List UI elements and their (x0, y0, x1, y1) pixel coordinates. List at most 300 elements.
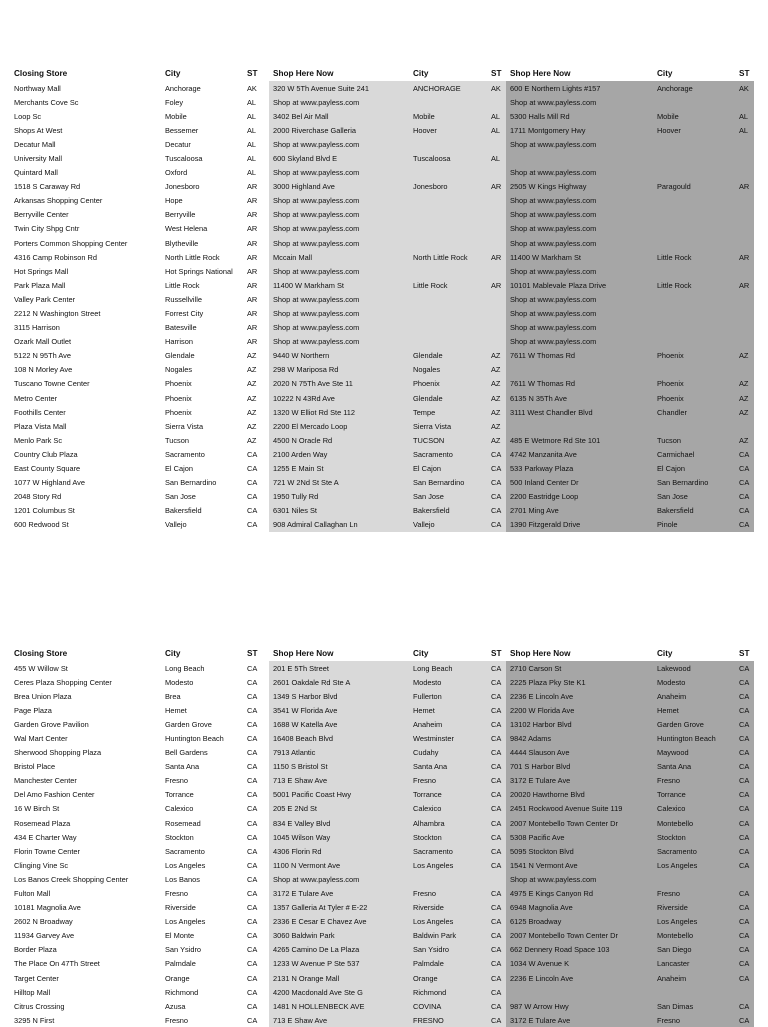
closing-store-cell: 1077 W Highland Ave (14, 478, 85, 488)
alternate-state-cell (735, 194, 754, 208)
table-row (10, 123, 754, 137)
table-row (10, 391, 754, 405)
alternate-store-cell: 701 S Harbor Blvd (506, 760, 653, 774)
shop-state-cell: CA (487, 858, 506, 872)
shop-state-cell: AZ (487, 391, 506, 405)
city-cell: Riverside (165, 903, 196, 913)
alternate-store-cell: 3172 E Tulare Ave (506, 774, 653, 788)
shop-city-cell (409, 292, 487, 306)
city-cell: Bakersfield (165, 506, 202, 516)
alternate-store-cell: Shop at www.payless.com (506, 335, 653, 349)
alternate-store-cell: Shop at www.payless.com (506, 292, 653, 306)
city-cell: Brea (165, 691, 181, 701)
alternate-city-cell: Mobile (653, 109, 735, 123)
alternate-store-cell (506, 151, 653, 165)
alternate-state-cell: CA (735, 661, 754, 675)
shop-city-cell (409, 208, 487, 222)
table-row (10, 250, 754, 264)
shop-city-cell: Riverside (409, 901, 487, 915)
state-cell: AL (247, 111, 257, 121)
city-cell: Calexico (165, 804, 194, 814)
table-row (10, 166, 754, 180)
shop-here-cell: 6301 Niles St (269, 504, 409, 518)
table-body (10, 81, 754, 532)
alternate-state-cell: CA (735, 504, 754, 518)
alternate-state-cell (735, 208, 754, 222)
alternate-state-cell (735, 137, 754, 151)
shop-city-cell: Baldwin Park (409, 929, 487, 943)
closing-store-cell: University Mall (14, 153, 63, 163)
alternate-state-cell: CA (735, 788, 754, 802)
alternate-city-cell (653, 151, 735, 165)
shop-state-cell (487, 236, 506, 250)
shop-state-cell (487, 307, 506, 321)
shop-state-cell: AZ (487, 419, 506, 433)
city-cell: Los Angeles (165, 860, 206, 870)
alternate-city-cell: Sacramento (653, 844, 735, 858)
shop-here-cell: 1349 S Harbor Blvd (269, 689, 409, 703)
table-row (10, 802, 754, 816)
alternate-city-cell: Anaheim (653, 689, 735, 703)
table-row (10, 788, 754, 802)
alternate-state-cell (735, 151, 754, 165)
header-shop-here-now: Shop Here Now (269, 66, 409, 81)
table-row (10, 447, 754, 461)
table-row (10, 957, 754, 971)
shop-here-cell: 1320 W Elliot Rd Ste 112 (269, 405, 409, 419)
shop-state-cell: CA (487, 490, 506, 504)
shop-city-cell: San Jose (409, 490, 487, 504)
table-row (10, 999, 754, 1013)
shop-city-cell (409, 166, 487, 180)
alternate-city-cell (653, 264, 735, 278)
alternate-store-cell: Shop at www.payless.com (506, 208, 653, 222)
closing-store-cell: 11934 Garvey Ave (14, 931, 75, 941)
header-shop-here-now: Shop Here Now (269, 646, 409, 661)
alternate-store-cell: 2200 Eastridge Loop (506, 490, 653, 504)
state-cell: AR (247, 266, 258, 276)
alternate-city-cell: Fresno (653, 1013, 735, 1027)
city-cell: Garden Grove (165, 719, 212, 729)
shop-here-cell: 205 E 2Nd St (269, 802, 409, 816)
state-cell: CA (247, 464, 258, 474)
alternate-city-cell: San Bernardino (653, 476, 735, 490)
alternate-store-cell: 20020 Hawthorne Blvd (506, 788, 653, 802)
shop-here-cell: 7913 Atlantic (269, 746, 409, 760)
alternate-city-cell: Anaheim (653, 971, 735, 985)
alternate-city-cell: Tucson (653, 433, 735, 447)
state-cell: AR (247, 210, 258, 220)
closing-store-cell: 1201 Columbus St (14, 506, 75, 516)
table-row (10, 661, 754, 675)
state-cell: CA (247, 832, 258, 842)
shop-state-cell: AL (487, 151, 506, 165)
alternate-state-cell: CA (735, 971, 754, 985)
table-row (10, 278, 754, 292)
city-cell: Stockton (165, 832, 194, 842)
city-cell: Richmond (165, 987, 199, 997)
city-cell: Nogales (165, 365, 193, 375)
shop-here-cell: 10222 N 43Rd Ave (269, 391, 409, 405)
shop-state-cell (487, 222, 506, 236)
state-cell: AR (247, 280, 258, 290)
alternate-store-cell: 2701 Ming Ave (506, 504, 653, 518)
alternate-store-cell: Shop at www.payless.com (506, 307, 653, 321)
alternate-store-cell: 485 E Wetmore Rd Ste 101 (506, 433, 653, 447)
alternate-state-cell (735, 321, 754, 335)
city-cell: San Ysidro (165, 945, 202, 955)
closing-store-cell: Rosemead Plaza (14, 818, 71, 828)
shop-here-cell: 2336 E Cesar E Chavez Ave (269, 915, 409, 929)
table-row (10, 689, 754, 703)
shop-here-cell: 4500 N Oracle Rd (269, 433, 409, 447)
city-cell: Fresno (165, 889, 189, 898)
alternate-store-cell: 533 Parkway Plaza (506, 462, 653, 476)
state-cell: CA (247, 846, 258, 856)
closing-store-cell: 1518 S Caraway Rd (14, 182, 81, 192)
state-cell: CA (247, 874, 258, 884)
alternate-state-cell: CA (735, 929, 754, 943)
shop-city-cell: Calexico (409, 802, 487, 816)
state-cell: CA (247, 492, 258, 502)
closing-store-cell: Citrus Crossing (14, 1001, 65, 1011)
shop-state-cell: CA (487, 447, 506, 461)
table-row (10, 929, 754, 943)
shop-city-cell: Nogales (409, 363, 487, 377)
shop-here-cell: Shop at www.payless.com (269, 307, 409, 321)
shop-here-cell: 16408 Beach Blvd (269, 731, 409, 745)
alternate-store-cell: 7611 W Thomas Rd (506, 377, 653, 391)
table-row (10, 703, 754, 717)
shop-state-cell: AZ (487, 377, 506, 391)
table-row (10, 264, 754, 278)
state-cell: CA (247, 889, 258, 898)
shop-state-cell: CA (487, 929, 506, 943)
state-cell: CA (247, 818, 258, 828)
header-closing-store: Closing Store (14, 68, 68, 78)
alternate-city-cell (653, 419, 735, 433)
state-cell: AL (247, 168, 257, 178)
city-cell: Phoenix (165, 393, 192, 403)
alternate-store-cell: 9842 Adams (506, 731, 653, 745)
alternate-city-cell: Fresno (653, 774, 735, 788)
closing-store-cell: Border Plaza (14, 945, 57, 955)
closing-store-cell: Decatur Mall (14, 139, 56, 149)
alternate-city-cell: Lancaster (653, 957, 735, 971)
alternate-state-cell: AZ (735, 377, 754, 391)
city-cell: West Helena (165, 224, 208, 234)
shop-here-cell: 3541 W Florida Ave (269, 703, 409, 717)
shop-state-cell: CA (487, 901, 506, 915)
city-cell: Fresno (165, 776, 189, 786)
city-cell: Phoenix (165, 379, 192, 389)
shop-state-cell: CA (487, 830, 506, 844)
state-cell: CA (247, 449, 258, 459)
alternate-city-cell: El Cajon (653, 462, 735, 476)
header-shop-state: ST (487, 66, 506, 81)
closing-store-cell: Foothills Center (14, 407, 66, 417)
shop-city-cell: Santa Ana (409, 760, 487, 774)
alternate-city-cell: San Diego (653, 943, 735, 957)
closing-store-cell: Sherwood Shopping Plaza (14, 748, 102, 758)
shop-state-cell (487, 95, 506, 109)
alternate-city-cell: Little Rock (653, 278, 735, 292)
shop-city-cell: COVINA (409, 999, 487, 1013)
alternate-city-cell (653, 307, 735, 321)
alternate-city-cell (653, 363, 735, 377)
alternate-state-cell: CA (735, 844, 754, 858)
alternate-store-cell: 4742 Manzanita Ave (506, 447, 653, 461)
shop-city-cell: Los Angeles (409, 915, 487, 929)
closing-store-cell: 600 Redwood St (14, 520, 69, 530)
alternate-state-cell: AZ (735, 391, 754, 405)
closing-store-cell: Northway Mall (14, 83, 61, 93)
alternate-store-cell: 2236 E Lincoln Ave (506, 689, 653, 703)
shop-here-cell: Shop at www.payless.com (269, 222, 409, 236)
shop-here-cell: Shop at www.payless.com (269, 166, 409, 180)
state-cell: CA (247, 663, 258, 673)
table-row (10, 194, 754, 208)
alternate-state-cell: CA (735, 858, 754, 872)
state-cell: CA (247, 790, 258, 800)
shop-here-cell: Shop at www.payless.com (269, 872, 409, 886)
closing-store-cell: East County Square (14, 464, 81, 474)
alternate-city-cell: Maywood (653, 746, 735, 760)
shop-state-cell: CA (487, 661, 506, 675)
alternate-city-cell (653, 194, 735, 208)
shop-here-cell: 4306 Florin Rd (269, 844, 409, 858)
header-alternate-state: ST (735, 66, 754, 81)
shop-city-cell: Modesto (409, 675, 487, 689)
city-cell: Russellville (165, 294, 202, 304)
closing-store-cell: Florin Towne Center (14, 846, 80, 856)
table-header-row (10, 66, 754, 81)
shop-city-cell: Vallejo (409, 518, 487, 532)
alternate-state-cell (735, 264, 754, 278)
city-cell: Anchorage (165, 83, 201, 93)
alternate-store-cell: 2225 Plaza Pky Ste K1 (506, 675, 653, 689)
closing-store-cell: The Place On 47Th Street (14, 959, 100, 969)
closing-store-cell: Ozark Mall Outlet (14, 337, 72, 347)
state-cell: AR (247, 224, 258, 234)
alternate-store-cell: 6135 N 35Th Ave (506, 391, 653, 405)
closing-store-cell: 16 W Birch St (14, 804, 60, 814)
shop-state-cell: CA (487, 915, 506, 929)
table-row (10, 81, 754, 95)
alternate-store-cell: Shop at www.payless.com (506, 264, 653, 278)
table-row (10, 236, 754, 250)
shop-state-cell: CA (487, 703, 506, 717)
alternate-store-cell: 987 W Arrow Hwy (506, 999, 653, 1013)
table-row (10, 490, 754, 504)
alternate-state-cell: CA (735, 675, 754, 689)
city-cell: Rosemead (165, 818, 201, 828)
alternate-city-cell: Carmichael (653, 447, 735, 461)
state-cell: CA (247, 945, 258, 955)
alternate-state-cell: AZ (735, 349, 754, 363)
shop-state-cell (487, 166, 506, 180)
closing-store-cell: 3295 N First (14, 1015, 55, 1025)
store-closing-table-2 (10, 646, 754, 1027)
table-row (10, 915, 754, 929)
shop-here-cell: 1233 W Avenue P Ste 537 (269, 957, 409, 971)
alternate-state-cell (735, 335, 754, 349)
shop-state-cell: AK (487, 81, 506, 95)
shop-city-cell (409, 95, 487, 109)
alternate-store-cell: 662 Dennery Road Space 103 (506, 943, 653, 957)
shop-city-cell: San Ysidro (409, 943, 487, 957)
table-row (10, 208, 754, 222)
shop-here-cell: 2020 N 75Th Ave Ste 11 (269, 377, 409, 391)
shop-city-cell: Fresno (409, 887, 487, 901)
closing-store-cell: 2212 N Washington Street (14, 309, 101, 318)
shop-state-cell: CA (487, 746, 506, 760)
alternate-store-cell: 2007 Montebello Town Center Dr (506, 929, 653, 943)
header-alternate-state: ST (735, 646, 754, 661)
alternate-store-cell: 1390 Fitzgerald Drive (506, 518, 653, 532)
header-alternate-city: City (653, 66, 735, 81)
alternate-state-cell (735, 985, 754, 999)
closing-store-cell: 434 E Charter Way (14, 832, 77, 842)
shop-city-cell (409, 307, 487, 321)
shop-here-cell: 3060 Baldwin Park (269, 929, 409, 943)
alternate-store-cell: 1711 Montgomery Hwy (506, 123, 653, 137)
shop-here-cell: 5001 Pacific Coast Hwy (269, 788, 409, 802)
city-cell: El Cajon (165, 464, 193, 474)
closing-store-cell: Bristol Place (14, 762, 56, 772)
shop-state-cell: CA (487, 760, 506, 774)
city-cell: San Jose (165, 492, 196, 502)
shop-state-cell: CA (487, 518, 506, 532)
shop-state-cell: CA (487, 675, 506, 689)
state-cell: AZ (247, 435, 257, 445)
table-row (10, 95, 754, 109)
state-cell: AR (247, 294, 258, 304)
alternate-state-cell: CA (735, 490, 754, 504)
shop-here-cell: Shop at www.payless.com (269, 194, 409, 208)
alternate-store-cell: 2236 E Lincoln Ave (506, 971, 653, 985)
alternate-state-cell: CA (735, 731, 754, 745)
alternate-store-cell: 6948 Magnolia Ave (506, 901, 653, 915)
shop-here-cell: 4265 Camino De La Plaza (269, 943, 409, 957)
header-city: City (165, 648, 181, 658)
table-row (10, 717, 754, 731)
shop-here-cell: Shop at www.payless.com (269, 208, 409, 222)
alternate-state-cell: CA (735, 999, 754, 1013)
city-cell: Forrest City (165, 309, 204, 318)
alternate-state-cell: CA (735, 802, 754, 816)
alternate-city-cell: Phoenix (653, 391, 735, 405)
header-city: City (165, 68, 181, 78)
shop-here-cell: 600 Skyland Blvd E (269, 151, 409, 165)
alternate-city-cell: Phoenix (653, 377, 735, 391)
alternate-state-cell: AL (735, 123, 754, 137)
alternate-store-cell: 5308 Pacific Ave (506, 830, 653, 844)
shop-state-cell: AL (487, 109, 506, 123)
alternate-store-cell (506, 363, 653, 377)
shop-city-cell: Torrance (409, 788, 487, 802)
alternate-state-cell (735, 222, 754, 236)
alternate-state-cell (735, 166, 754, 180)
shop-state-cell: AR (487, 278, 506, 292)
alternate-store-cell (506, 419, 653, 433)
shop-state-cell: CA (487, 476, 506, 490)
closing-store-cell: Tuscano Towne Center (14, 379, 90, 389)
alternate-store-cell: Shop at www.payless.com (506, 137, 653, 151)
state-cell: CA (247, 973, 258, 983)
alternate-city-cell: Santa Ana (653, 760, 735, 774)
closing-store-cell: Metro Center (14, 393, 58, 403)
shop-here-cell: 1688 W Katella Ave (269, 717, 409, 731)
city-cell: North Little Rock (165, 252, 220, 262)
alternate-state-cell: AZ (735, 405, 754, 419)
shop-state-cell: CA (487, 774, 506, 788)
table-row (10, 222, 754, 236)
shop-city-cell: Los Angeles (409, 858, 487, 872)
alternate-state-cell: CA (735, 717, 754, 731)
alternate-city-cell: Hoover (653, 123, 735, 137)
shop-city-cell: Glendale (409, 349, 487, 363)
alternate-state-cell: CA (735, 746, 754, 760)
shop-state-cell (487, 321, 506, 335)
table-body (10, 661, 754, 1027)
closing-store-cell: Los Banos Creek Shopping Center (14, 874, 129, 884)
shop-here-cell: 298 W Mariposa Rd (269, 363, 409, 377)
shop-here-cell: Shop at www.payless.com (269, 137, 409, 151)
table-row (10, 419, 754, 433)
state-cell: AL (247, 153, 257, 163)
shop-state-cell: CA (487, 999, 506, 1013)
shop-city-cell: Little Rock (409, 278, 487, 292)
alternate-city-cell: Hemet (653, 703, 735, 717)
state-cell: AL (247, 125, 257, 135)
state-cell: CA (247, 1015, 258, 1025)
closing-store-cell: Shops At West (14, 125, 63, 135)
shop-city-cell: Long Beach (409, 661, 487, 675)
city-cell: Sacramento (165, 449, 205, 459)
closing-store-cell: Valley Park Center (14, 294, 76, 304)
alternate-state-cell: AR (735, 250, 754, 264)
shop-here-cell: 1045 Wilson Way (269, 830, 409, 844)
shop-city-cell: Cudahy (409, 746, 487, 760)
shop-state-cell: CA (487, 971, 506, 985)
state-cell: AZ (247, 379, 257, 389)
alternate-store-cell: Shop at www.payless.com (506, 194, 653, 208)
table-row (10, 377, 754, 391)
header-closing-store: Closing Store (14, 648, 68, 658)
header-alternate-store: Shop Here Now (506, 66, 653, 81)
shop-city-cell (409, 137, 487, 151)
city-cell: Hope (165, 196, 183, 206)
alternate-state-cell: CA (735, 1013, 754, 1027)
alternate-store-cell: 3111 West Chandler Blvd (506, 405, 653, 419)
alternate-city-cell: Fresno (653, 887, 735, 901)
table-header-row (10, 646, 754, 661)
table-row (10, 731, 754, 745)
alternate-store-cell: 4444 Slauson Ave (506, 746, 653, 760)
alternate-store-cell: Shop at www.payless.com (506, 321, 653, 335)
shop-city-cell: Anaheim (409, 717, 487, 731)
shop-here-cell: 1100 N Vermont Ave (269, 858, 409, 872)
closing-store-cell: 108 N Morley Ave (14, 365, 73, 375)
shop-state-cell: CA (487, 462, 506, 476)
table-row (10, 307, 754, 321)
state-cell: AR (247, 196, 258, 206)
alternate-store-cell: 6125 Broadway (506, 915, 653, 929)
alternate-city-cell: Los Angeles (653, 858, 735, 872)
shop-here-cell: 9440 W Northern (269, 349, 409, 363)
alternate-state-cell (735, 95, 754, 109)
